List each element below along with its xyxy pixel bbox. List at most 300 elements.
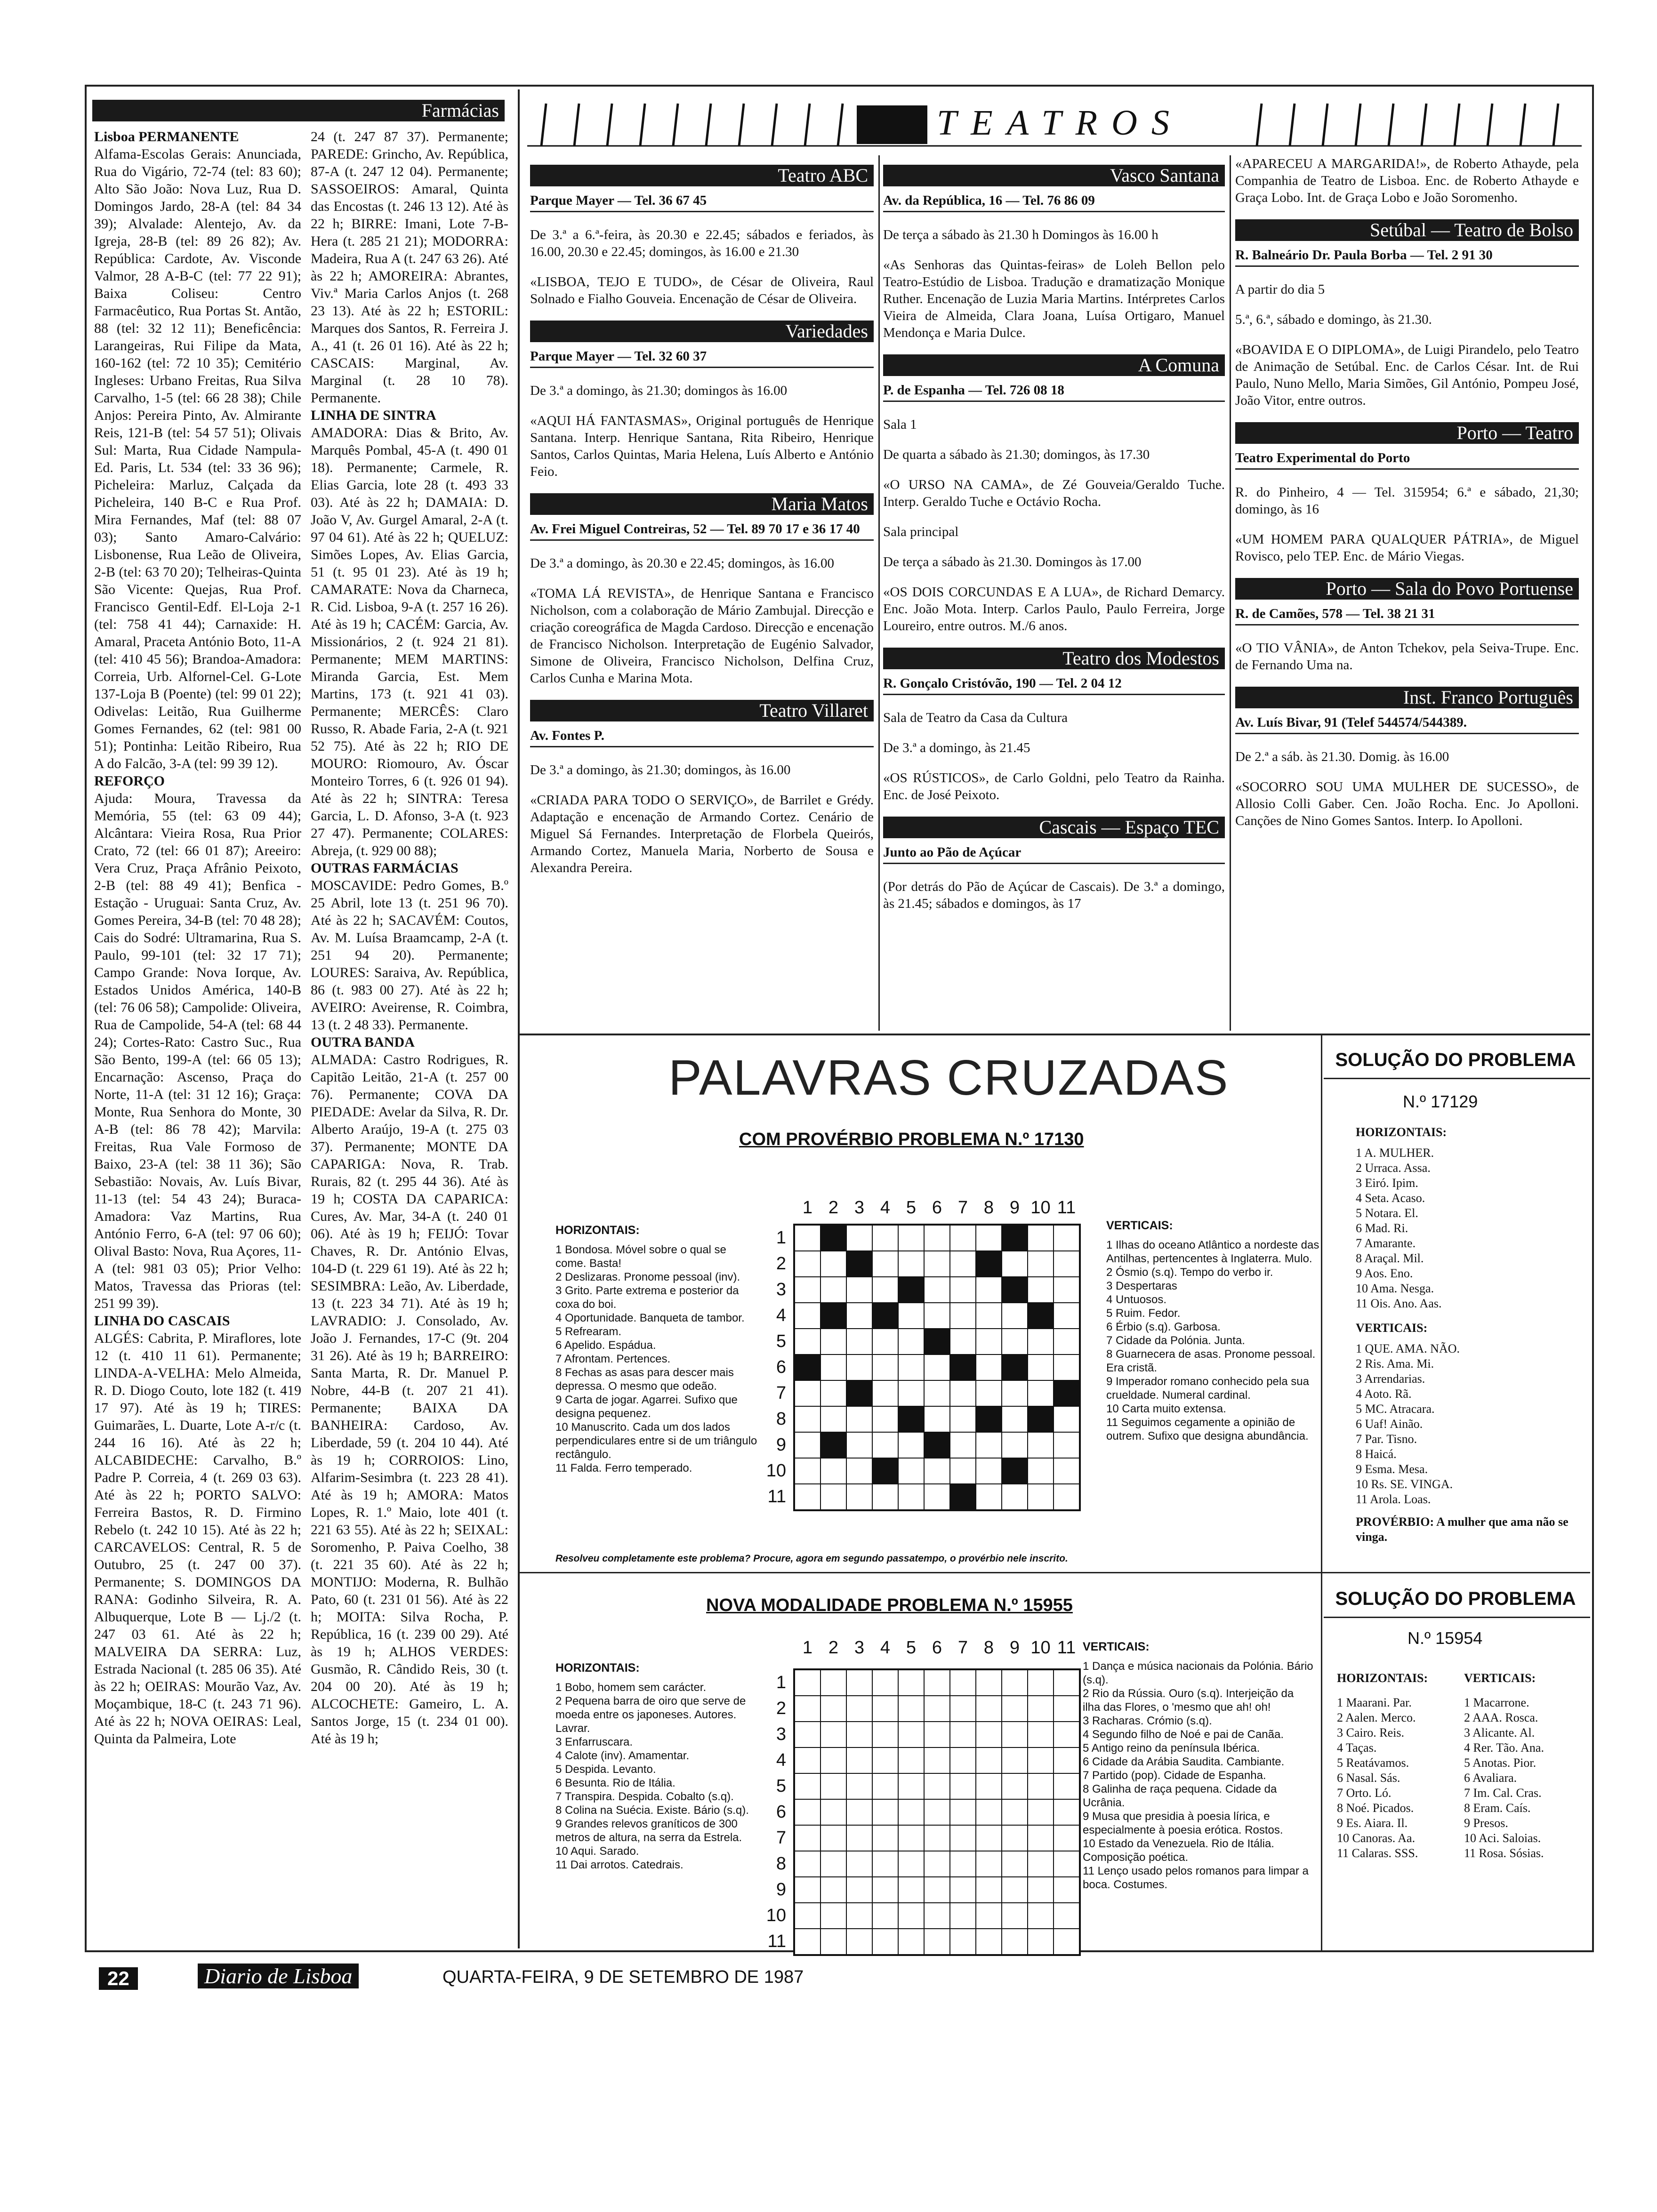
- grid-cell[interactable]: [846, 1799, 872, 1825]
- black-cell: [1054, 1380, 1079, 1406]
- grid-cell[interactable]: [1028, 1903, 1054, 1929]
- grid-cell[interactable]: [795, 1432, 820, 1458]
- grid-cell[interactable]: [976, 1929, 1002, 1955]
- grid-cell[interactable]: [820, 1458, 846, 1484]
- grid-cell[interactable]: [1028, 1225, 1054, 1251]
- grid-cell[interactable]: [1002, 1696, 1028, 1722]
- venue-address: Parque Mayer — Tel. 36 67 45: [530, 192, 874, 212]
- column-numbers: [795, 1638, 1079, 1658]
- grid-cell[interactable]: [1002, 1251, 1028, 1277]
- grid-cell[interactable]: [872, 1825, 898, 1851]
- grid-cell[interactable]: [950, 1851, 976, 1877]
- grid-cell[interactable]: [1054, 1484, 1079, 1510]
- grid-cell[interactable]: [1054, 1929, 1079, 1955]
- grid-cell[interactable]: [1054, 1354, 1079, 1380]
- grid-cell[interactable]: [950, 1722, 976, 1747]
- grid-cell[interactable]: [846, 1696, 872, 1722]
- grid-cell[interactable]: [924, 1251, 950, 1277]
- solution-horizontal: [1337, 1671, 1459, 1861]
- grid-cell[interactable]: [1054, 1773, 1079, 1799]
- grid-cell[interactable]: [1028, 1722, 1054, 1747]
- grid-cell[interactable]: [976, 1903, 1002, 1929]
- grid-cell[interactable]: [1002, 1329, 1028, 1354]
- clue: 7 Transpira. Despida. Cobalto (s.q).: [555, 1790, 734, 1803]
- grid-cell[interactable]: [1028, 1277, 1054, 1303]
- divider: [1321, 1035, 1322, 1951]
- black-cell: [1002, 1354, 1028, 1380]
- grid-cell[interactable]: [846, 1851, 872, 1877]
- grid-cell[interactable]: [950, 1303, 976, 1329]
- grid-cell[interactable]: [846, 1773, 872, 1799]
- clue: 9 Musa que presidia à poesia lírica, e especialmente à poesia erótica. Rostos.: [1083, 1810, 1283, 1836]
- venue-info: «AQUI HÁ FANTASMAS», Original português de Henrique Santana. Interp. Henrique Santana, Rita Ribeiro, Henrique Santos, Carlos Quintas, Maria Helena, Luís Alberto e António Feio.: [530, 413, 874, 479]
- grid-cell[interactable]: [898, 1432, 924, 1458]
- grid-cell[interactable]: [795, 1903, 820, 1929]
- grid-number: 4: [880, 1198, 891, 1218]
- solution-entry: 5 Reatávamos.: [1337, 1756, 1409, 1770]
- grid-cell[interactable]: [898, 1773, 924, 1799]
- grid-cell[interactable]: [950, 1929, 976, 1955]
- grid-cell[interactable]: [924, 1670, 950, 1696]
- grid-cell[interactable]: [898, 1329, 924, 1354]
- grid-number: 7: [776, 1828, 786, 1848]
- grid-cell[interactable]: [1054, 1329, 1079, 1354]
- grid-cell[interactable]: [820, 1670, 846, 1696]
- grid-number: 6: [932, 1638, 942, 1658]
- grid-cell[interactable]: [820, 1329, 846, 1354]
- grid-cell[interactable]: [1002, 1903, 1028, 1929]
- grid-cell[interactable]: [1054, 1903, 1079, 1929]
- grid-cell[interactable]: [898, 1929, 924, 1955]
- grid-cell[interactable]: [1002, 1484, 1028, 1510]
- grid-cell[interactable]: [1054, 1303, 1079, 1329]
- clue: 4 Oportunidade. Banqueta de tambor.: [555, 1312, 745, 1324]
- solution-heading: VERTICAIS:: [1356, 1321, 1428, 1335]
- grid-cell[interactable]: [820, 1696, 846, 1722]
- grid-cell[interactable]: [795, 1825, 820, 1851]
- grid-cell[interactable]: [924, 1277, 950, 1303]
- solution-entry: 7 Im. Cal. Cras.: [1464, 1786, 1542, 1800]
- crossword-grid[interactable]: [793, 1668, 1081, 1956]
- grid-cell[interactable]: [795, 1722, 820, 1747]
- solution-entry: 6 Uaf! Ainão.: [1356, 1417, 1423, 1431]
- grid-cell[interactable]: [1002, 1825, 1028, 1851]
- grid-cell[interactable]: [795, 1225, 820, 1251]
- grid-cell[interactable]: [1002, 1380, 1028, 1406]
- problem-footer: Resolveu completamente este problema? Procure, agora em segundo passatempo, o provérbio nele inscrito.: [555, 1553, 1068, 1564]
- grid-cell[interactable]: [976, 1773, 1002, 1799]
- grid-cell[interactable]: [1002, 1406, 1028, 1432]
- grid-cell[interactable]: [846, 1354, 872, 1380]
- solution-entry: 6 Avaliara.: [1464, 1771, 1517, 1785]
- grid-cell[interactable]: [795, 1851, 820, 1877]
- clue: 8 Fechas as asas para descer mais depressa. O mesmo que odeão.: [555, 1366, 734, 1393]
- grid-cell[interactable]: [872, 1799, 898, 1825]
- grid-cell[interactable]: [976, 1329, 1002, 1354]
- grid-cell[interactable]: [1028, 1458, 1054, 1484]
- grid-cell[interactable]: [898, 1825, 924, 1851]
- grid-cell[interactable]: [846, 1484, 872, 1510]
- grid-cell[interactable]: [950, 1877, 976, 1903]
- grid-cell[interactable]: [950, 1825, 976, 1851]
- farmacias-column-1: [94, 128, 301, 1869]
- clue: 1 Bobo, homem sem carácter.: [555, 1681, 707, 1694]
- grid-cell[interactable]: [976, 1851, 1002, 1877]
- grid-number: 2: [776, 1699, 786, 1718]
- grid-cell[interactable]: [1054, 1799, 1079, 1825]
- grid-cell[interactable]: [846, 1877, 872, 1903]
- grid-cell[interactable]: [976, 1303, 1002, 1329]
- grid-cell[interactable]: [820, 1851, 846, 1877]
- grid-cell[interactable]: [846, 1432, 872, 1458]
- grid-cell[interactable]: [898, 1696, 924, 1722]
- grid-cell[interactable]: [795, 1747, 820, 1773]
- grid-cell[interactable]: [872, 1432, 898, 1458]
- clue: 5 Ruim. Fedor.: [1106, 1307, 1181, 1320]
- grid-cell[interactable]: [924, 1722, 950, 1747]
- grid-cell[interactable]: [898, 1380, 924, 1406]
- grid-cell[interactable]: [1028, 1825, 1054, 1851]
- grid-cell[interactable]: [846, 1722, 872, 1747]
- grid-cell[interactable]: [820, 1825, 846, 1851]
- grid-cell[interactable]: [846, 1929, 872, 1955]
- grid-cell[interactable]: [795, 1458, 820, 1484]
- grid-cell[interactable]: [795, 1877, 820, 1903]
- grid-cell[interactable]: [872, 1722, 898, 1747]
- grid-cell[interactable]: [1028, 1877, 1054, 1903]
- grid-cell[interactable]: [976, 1380, 1002, 1406]
- grid-cell[interactable]: [872, 1354, 898, 1380]
- grid-cell[interactable]: [1002, 1799, 1028, 1825]
- grid-cell[interactable]: [976, 1877, 1002, 1903]
- grid-cell[interactable]: [924, 1825, 950, 1851]
- solution-entry: 1 Maarani. Par.: [1337, 1696, 1412, 1709]
- grid-cell[interactable]: [820, 1903, 846, 1929]
- grid-cell[interactable]: [846, 1329, 872, 1354]
- grid-cell[interactable]: [820, 1799, 846, 1825]
- grid-cell[interactable]: [976, 1458, 1002, 1484]
- grid-cell[interactable]: [820, 1380, 846, 1406]
- grid-cell[interactable]: [872, 1380, 898, 1406]
- grid-cell[interactable]: [1002, 1929, 1028, 1955]
- grid-cell[interactable]: [1054, 1277, 1079, 1303]
- grid-cell[interactable]: [924, 1458, 950, 1484]
- grid-cell[interactable]: [795, 1773, 820, 1799]
- grid-cell[interactable]: [795, 1929, 820, 1955]
- grid-number: 1: [776, 1228, 786, 1248]
- grid-number: 8: [776, 1854, 786, 1874]
- grid-cell[interactable]: [950, 1799, 976, 1825]
- grid-cell[interactable]: [872, 1773, 898, 1799]
- grid-cell[interactable]: [872, 1670, 898, 1696]
- grid-cell[interactable]: [820, 1354, 846, 1380]
- grid-number: 10: [1030, 1638, 1051, 1658]
- grid-cell[interactable]: [924, 1903, 950, 1929]
- grid-cell[interactable]: [898, 1251, 924, 1277]
- venue-info: «UM HOMEM PARA QUALQUER PÁTRIA», de Miguel Rovisco, pelo TEP. Enc. de Mário Viegas.: [1235, 532, 1579, 564]
- clue: 4 Untuosos.: [1106, 1293, 1167, 1306]
- grid-cell[interactable]: [1002, 1851, 1028, 1877]
- grid-cell[interactable]: [846, 1406, 872, 1432]
- grid-cell[interactable]: [924, 1380, 950, 1406]
- section-heading: OUTRAS FARMÁCIAS: [311, 860, 458, 876]
- grid-cell[interactable]: [872, 1903, 898, 1929]
- grid-cell[interactable]: [820, 1722, 846, 1747]
- grid-cell[interactable]: [976, 1670, 1002, 1696]
- grid-cell[interactable]: [795, 1799, 820, 1825]
- grid-cell[interactable]: [820, 1251, 846, 1277]
- grid-cell[interactable]: [1054, 1851, 1079, 1877]
- grid-cell[interactable]: [795, 1329, 820, 1354]
- grid-cell[interactable]: [924, 1877, 950, 1903]
- grid-number: 6: [932, 1198, 942, 1218]
- solution-entry: 8 Haicá.: [1356, 1447, 1397, 1461]
- grid-cell[interactable]: [976, 1277, 1002, 1303]
- venue-address: P. de Espanha — Tel. 726 08 18: [883, 382, 1225, 402]
- grid-cell[interactable]: [1002, 1670, 1028, 1696]
- grid-cell[interactable]: [1002, 1747, 1028, 1773]
- grid-cell[interactable]: [1054, 1747, 1079, 1773]
- grid-cell[interactable]: [820, 1277, 846, 1303]
- grid-cell[interactable]: [846, 1458, 872, 1484]
- grid-cell[interactable]: [1054, 1251, 1079, 1277]
- grid-cell[interactable]: [976, 1432, 1002, 1458]
- grid-cell[interactable]: [976, 1799, 1002, 1825]
- black-cell: [1002, 1458, 1028, 1484]
- grid-cell[interactable]: [976, 1825, 1002, 1851]
- grid-cell[interactable]: [950, 1773, 976, 1799]
- clue: 10 Carta muito extensa.: [1106, 1403, 1226, 1415]
- grid-cell[interactable]: [950, 1458, 976, 1484]
- grid-cell[interactable]: [1002, 1303, 1028, 1329]
- grid-cell[interactable]: [1002, 1432, 1028, 1458]
- grid-cell[interactable]: [898, 1484, 924, 1510]
- grid-cell[interactable]: [1028, 1851, 1054, 1877]
- grid-cell[interactable]: [950, 1329, 976, 1354]
- grid-cell[interactable]: [976, 1696, 1002, 1722]
- teatros-column-3: [1235, 155, 1579, 1035]
- black-cell: [898, 1277, 924, 1303]
- grid-cell[interactable]: [1028, 1329, 1054, 1354]
- clue: 6 Érbio (s.q). Garbosa.: [1106, 1321, 1221, 1333]
- solution-entry: 2 Ris. Ama. Mi.: [1356, 1357, 1434, 1370]
- grid-cell[interactable]: [976, 1354, 1002, 1380]
- grid-cell[interactable]: [950, 1696, 976, 1722]
- grid-cell[interactable]: [1054, 1225, 1079, 1251]
- grid-cell[interactable]: [820, 1929, 846, 1955]
- grid-cell[interactable]: [1028, 1929, 1054, 1955]
- grid-cell[interactable]: [924, 1851, 950, 1877]
- grid-cell[interactable]: [1002, 1722, 1028, 1747]
- venue-header: Inst. Franco Português: [1235, 687, 1579, 708]
- grid-cell[interactable]: [976, 1722, 1002, 1747]
- grid-cell[interactable]: [846, 1825, 872, 1851]
- grid-cell[interactable]: [924, 1696, 950, 1722]
- grid-number: 5: [776, 1331, 786, 1351]
- grid-cell[interactable]: [1028, 1747, 1054, 1773]
- grid-cell[interactable]: [924, 1929, 950, 1955]
- venue-info: Sala 1: [883, 417, 917, 432]
- clue: 3 Enfarruscara.: [555, 1736, 633, 1748]
- solution-entry: 1 A. MULHER.: [1356, 1146, 1434, 1160]
- divider: [518, 89, 520, 1948]
- section-heading: Lisboa PERMANENTE: [94, 129, 239, 144]
- grid-cell[interactable]: [820, 1773, 846, 1799]
- grid-cell[interactable]: [898, 1303, 924, 1329]
- solution-number: N.º 17129: [1403, 1092, 1478, 1111]
- grid-cell[interactable]: [950, 1903, 976, 1929]
- grid-number: 2: [828, 1198, 839, 1218]
- grid-cell[interactable]: [898, 1877, 924, 1903]
- grid-cell[interactable]: [1054, 1670, 1079, 1696]
- grid-cell[interactable]: [950, 1406, 976, 1432]
- grid-cell[interactable]: [1028, 1354, 1054, 1380]
- venue-info: «OS RÚSTICOS», de Carlo Goldni, pelo Teatro da Rainha. Enc. de José Peixoto.: [883, 770, 1225, 802]
- grid-cell[interactable]: [898, 1903, 924, 1929]
- crossword-grid[interactable]: [793, 1224, 1081, 1511]
- venue-info: De 3.ª a domingo, às 21.30; domingos às 16.00: [530, 383, 788, 398]
- grid-cell[interactable]: [795, 1303, 820, 1329]
- grid-cell[interactable]: [950, 1670, 976, 1696]
- grid-cell[interactable]: [1054, 1825, 1079, 1851]
- grid-cell[interactable]: [846, 1225, 872, 1251]
- pharmacy-listing: 24 (t. 247 87 37). Permanente; PAREDE: Grincho, Av. República, 87-A (t. 247 12 04). Permanente; SASSOEIROS: Amaral, Quinta das Encostas (t. 246 13 12). Até às 22 h; BIRRE: Imani, Lote 7-B-Hera (t. 285 21 21); MODORRA: Madeira, Rua A (t. 247 63 26). Até às 22 h; AMOREIRA: Abrantes, Viv.ª Maria Carlos Anjos (t. 268 23 13). Até às 22 h; ESTORIL: Marques dos Santos, R. Ferreira J. A., 41 (t. 26 01 16). Até às 22 h; CASCAIS: Marginal, Av. Marginal (t. 28 10 78). Permanente.: [311, 129, 508, 406]
- grid-cell[interactable]: [950, 1380, 976, 1406]
- grid-cell[interactable]: [872, 1251, 898, 1277]
- grid-cell[interactable]: [924, 1406, 950, 1432]
- grid-cell[interactable]: [820, 1877, 846, 1903]
- grid-cell[interactable]: [872, 1484, 898, 1510]
- grid-cell[interactable]: [795, 1380, 820, 1406]
- grid-cell[interactable]: [1054, 1406, 1079, 1432]
- clue: 2 Deslizaras. Pronome pessoal (inv).: [555, 1271, 740, 1283]
- grid-cell[interactable]: [898, 1799, 924, 1825]
- solution-entry: 2 Aalen. Merco.: [1337, 1711, 1416, 1724]
- grid-cell[interactable]: [950, 1225, 976, 1251]
- grid-cell[interactable]: [1028, 1773, 1054, 1799]
- grid-cell[interactable]: [846, 1303, 872, 1329]
- grid-cell[interactable]: [1054, 1877, 1079, 1903]
- grid-cell[interactable]: [924, 1799, 950, 1825]
- grid-cell[interactable]: [1028, 1799, 1054, 1825]
- grid-cell[interactable]: [795, 1670, 820, 1696]
- grid-cell[interactable]: [924, 1225, 950, 1251]
- grid-cell[interactable]: [820, 1406, 846, 1432]
- solution-entry: 8 Araçal. Mil.: [1356, 1251, 1424, 1265]
- solution-entry: 4 Seta. Acaso.: [1356, 1191, 1425, 1205]
- grid-cell[interactable]: [924, 1747, 950, 1773]
- venue-header: Porto — Teatro: [1235, 422, 1579, 444]
- section-heading: LINHA DO CASCAIS: [94, 1313, 230, 1329]
- grid-cell[interactable]: [1028, 1432, 1054, 1458]
- grid-number: 4: [776, 1306, 786, 1325]
- grid-cell[interactable]: [1054, 1722, 1079, 1747]
- grid-cell[interactable]: [872, 1851, 898, 1877]
- grid-cell[interactable]: [846, 1277, 872, 1303]
- grid-cell[interactable]: [846, 1670, 872, 1696]
- grid-cell[interactable]: [976, 1747, 1002, 1773]
- clues-heading: HORIZONTAIS:: [555, 1661, 640, 1675]
- venue-info: (Por detrás do Pão de Açúcar de Cascais). De 3.ª a domingo, às 21.45; sábados e domingos, às 17: [883, 879, 1225, 911]
- grid-cell[interactable]: [820, 1747, 846, 1773]
- grid-cell[interactable]: [976, 1484, 1002, 1510]
- venue-address: R. Gonçalo Cristóvão, 190 — Tel. 2 04 12: [883, 675, 1225, 695]
- grid-cell[interactable]: [872, 1877, 898, 1903]
- grid-cell[interactable]: [846, 1903, 872, 1929]
- grid-cell[interactable]: [1028, 1380, 1054, 1406]
- grid-cell[interactable]: [976, 1225, 1002, 1251]
- grid-cell[interactable]: [950, 1251, 976, 1277]
- grid-cell[interactable]: [924, 1303, 950, 1329]
- grid-cell[interactable]: [795, 1484, 820, 1510]
- grid-cell[interactable]: [924, 1354, 950, 1380]
- grid-cell[interactable]: [1028, 1484, 1054, 1510]
- grid-cell[interactable]: [924, 1773, 950, 1799]
- grid-cell[interactable]: [898, 1747, 924, 1773]
- venue-address: Teatro Experimental do Porto: [1235, 449, 1579, 470]
- black-cell: [846, 1380, 872, 1406]
- grid-cell[interactable]: [1054, 1432, 1079, 1458]
- grid-cell[interactable]: [795, 1251, 820, 1277]
- grid-cell[interactable]: [872, 1696, 898, 1722]
- clue: 2 Ósmio (s.q). Tempo do verbo ir.: [1106, 1266, 1273, 1279]
- grid-cell[interactable]: [872, 1929, 898, 1955]
- clue: 7 Cidade da Polónia. Junta.: [1106, 1334, 1245, 1347]
- grid-cell[interactable]: [898, 1670, 924, 1696]
- grid-cell[interactable]: [950, 1432, 976, 1458]
- grid-cell[interactable]: [924, 1484, 950, 1510]
- grid-cell[interactable]: [872, 1329, 898, 1354]
- venue-header: A Comuna: [883, 354, 1225, 376]
- clue: 10 Manuscrito. Cada um dos lados perpendiculares entre si de um triângulo rectângulo.: [555, 1421, 757, 1461]
- black-cell: [1002, 1277, 1028, 1303]
- black-cell: [924, 1329, 950, 1354]
- grid-cell[interactable]: [898, 1851, 924, 1877]
- grid-cell[interactable]: [1028, 1696, 1054, 1722]
- grid-cell[interactable]: [898, 1458, 924, 1484]
- grid-cell[interactable]: [898, 1354, 924, 1380]
- grid-cell[interactable]: [820, 1484, 846, 1510]
- venue-info: Sala de Teatro da Casa da Cultura: [883, 710, 1068, 725]
- grid-cell[interactable]: [950, 1277, 976, 1303]
- grid-cell[interactable]: [795, 1696, 820, 1722]
- divider: [1324, 1617, 1590, 1618]
- grid-cell[interactable]: [1054, 1696, 1079, 1722]
- venue-info: R. do Pinheiro, 4 — Tel. 315954; 6.ª e sábado, 21,30; domingo, às 16: [1235, 485, 1579, 517]
- grid-cell[interactable]: [950, 1747, 976, 1773]
- grid-cell[interactable]: [1002, 1773, 1028, 1799]
- grid-cell[interactable]: [872, 1747, 898, 1773]
- grid-cell[interactable]: [872, 1277, 898, 1303]
- grid-cell[interactable]: [1054, 1458, 1079, 1484]
- grid-cell[interactable]: [846, 1747, 872, 1773]
- venue-header: Variedades: [530, 321, 874, 342]
- grid-cell[interactable]: [898, 1225, 924, 1251]
- grid-cell[interactable]: [872, 1406, 898, 1432]
- grid-cell[interactable]: [1002, 1877, 1028, 1903]
- grid-cell[interactable]: [795, 1277, 820, 1303]
- solution-entry: 5 MC. Atracara.: [1356, 1402, 1435, 1416]
- solution-heading: HORIZONTAIS:: [1337, 1671, 1428, 1685]
- grid-cell[interactable]: [1028, 1251, 1054, 1277]
- grid-cell[interactable]: [1028, 1670, 1054, 1696]
- grid-number: 1: [776, 1673, 786, 1692]
- grid-cell[interactable]: [795, 1406, 820, 1432]
- grid-cell[interactable]: [872, 1225, 898, 1251]
- row-numbers: [763, 1670, 786, 1955]
- solution-entry: 2 Urraca. Assa.: [1356, 1161, 1431, 1175]
- grid-cell[interactable]: [898, 1722, 924, 1747]
